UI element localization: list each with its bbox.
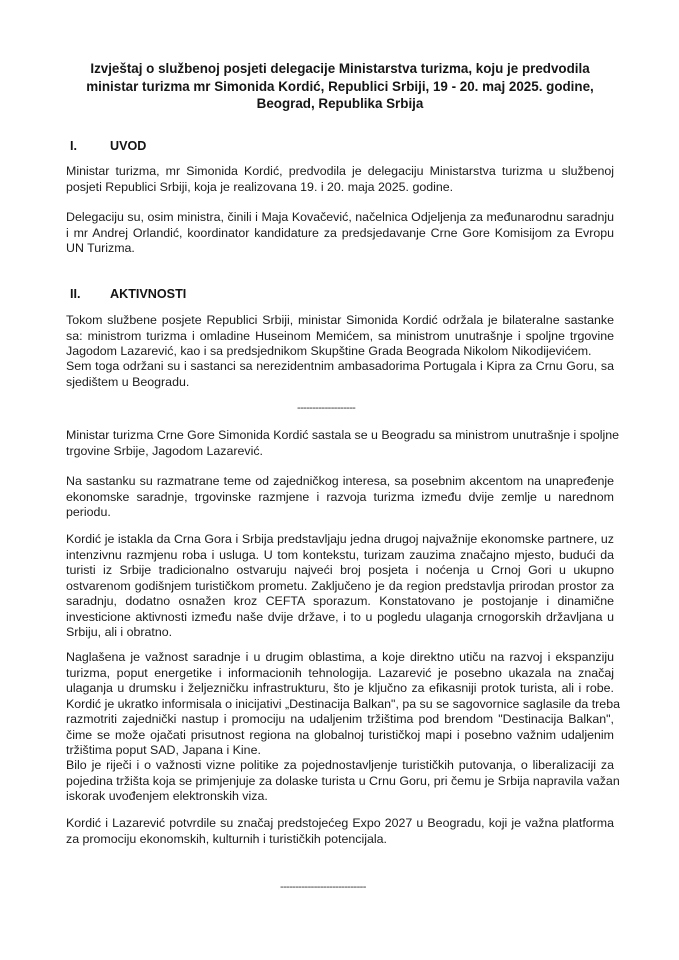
text-line: investicione aktivnosti između naše dvije države, i to u pogledu ulaganja crnogorskih državljana u [66, 609, 614, 624]
text-line: Ministar turizma Crne Gore Simonida Kordić sastala se u Beogradu sa ministrom unutrašnje i spoljne [66, 428, 620, 442]
text-line: ostvarenom godišnjem turističkom prometu. Zaključeno je da region predstavlja prirodan prostor za [66, 578, 614, 593]
title-line: ministar turizma mr Simonida Kordić, Republici Srbiji, 19 - 20. maj 2025. godine, [86, 78, 594, 94]
text-line: i mr Andrej Orlandić, koordinator kandidature za predsjedavanje Crne Gore Komisijom za Evropu [66, 225, 614, 240]
separator-line: ------------------- [297, 402, 356, 414]
text-line: Ministar turizma, mr Simonida Kordić, predvodila je delegaciju Ministarstva turizma u službenoj [66, 164, 614, 178]
text-line: ulaganja u drumsku i željezničku infrastrukturu, što je ključno za efikasniji protok turista, ali i robe. [66, 681, 614, 695]
title-line: Izvještaj o službenoj posjeti delegacije Ministarstva turizma, koju je predvodila [90, 61, 590, 76]
text-line: pojedina tržišta koja se primjenjuje za dolaske turista u Crnu Goru, pri čemu je Srbija napravila važan [66, 773, 620, 788]
text-line: periodu. [66, 505, 111, 519]
text-line: Sem toga održani su i sastanci sa nerezidentnim ambasadorima Portugala i Kipra za Crnu Goru, sa [66, 359, 614, 373]
title-line: Beograd, Republika Srbija [256, 96, 424, 111]
text-line: za promociju ekonomskih, kulturnih i turističkih potencijala. [66, 831, 387, 846]
paragraph [66, 816, 614, 847]
text-line: UN Turizma. [66, 241, 135, 255]
paragraph [66, 474, 614, 521]
text-line: trgovine Srbije, Jagodom Lazarević. [66, 443, 263, 458]
text-line: razmotriti zajednički nastup i promociju na udaljenim tržištima pod brendom "Destinacija Balkan", [66, 712, 614, 726]
text-line: posjeti Republici Srbiji, koja je realizovana 19. i 20. maja 2025. godine. [66, 179, 454, 194]
text-line: ekonomske saradnje, trgovinske razmjene i razvoja turizma između dvije zemlje u narednom [66, 489, 614, 504]
section-number: II. [70, 287, 81, 301]
paragraph [66, 164, 614, 195]
section-heading-aktivnosti [70, 287, 186, 302]
paragraph [66, 313, 614, 360]
text-line: intenzivnu razmjenu roba i usluga. U tom kontekstu, turizam zauzima značajno mjesto, budući da [66, 547, 614, 562]
separator-line: ---------------------------- [280, 881, 366, 893]
text-line: čime se može ojačati prisutnost regiona na globalnoj turističkoj mapi i posebno važnim udaljenim [66, 727, 614, 742]
paragraph [66, 532, 614, 641]
section-title: AKTIVNOSTI [110, 287, 187, 301]
text-line: sjedištem u Beogradu. [66, 374, 190, 389]
paragraph [66, 359, 614, 390]
section-heading-uvod [70, 139, 146, 154]
text-line: Na sastanku su razmatrane teme od zajedničkog interesa, sa posebnim akcentom na unapređenje [66, 474, 614, 488]
text-line: turisti iz Srbije tradicionalno ostvaruju najveći broj posjeta i noćenja u Crnoj Gori u ukupno [66, 563, 614, 577]
text-line: iskorak uvođenjem elektronskih viza. [66, 789, 268, 803]
paragraph [66, 758, 620, 805]
text-line: tržištima poput SAD, Japana i Kine. [66, 743, 261, 757]
text-line: sa: ministrom turizma i omladine Huseinom Memićem, sa ministrom unutrašnje i spoljne trgovine [66, 328, 614, 343]
document-title [66, 60, 614, 113]
paragraph [66, 210, 614, 257]
text-line: Naglašena je važnost saradnje i u drugim oblastima, a koje direktno utiču na razvoj i ekspanziju [66, 650, 614, 664]
text-line: saradnju, dodatno osnažen kroz CEFTA sporazum. Konstatovano je postojanje i dinamične [66, 594, 614, 608]
section-title: UVOD [110, 139, 147, 153]
section-number: I. [70, 139, 77, 153]
text-line: turizma, poput energetike i informacionih tehnologija. Lazarević je posebno ukazala na značaj [66, 665, 614, 680]
text-line: Srbiju, ali i obratno. [66, 625, 173, 639]
paragraph [66, 428, 620, 459]
text-line: Kordić je istakla da Crna Gora i Srbija predstavljaju jedna drugoj najvažnije ekonomske partnere, uz [66, 532, 614, 546]
text-line: Bilo je riječi i o važnosti vizne politike za pojednostavljenje turističkih putovanja, o liberalizaciji za [66, 758, 614, 772]
text-line: Kordić i Lazarević potvrdile su značaj predstojećeg Expo 2027 u Beogradu, koji je važna platforma [66, 816, 614, 830]
text-line: Delegaciju su, osim ministra, činili i Maja Kovačević, načelnica Odjeljenja za međunarodnu saradnju [66, 210, 614, 224]
text-line: Kordić je ukratko informisala o inicijativi „Destinacija Balkan", pa su se sagovornice saglasile da treba [66, 696, 620, 711]
text-line: Jagodom Lazarević, kao i sa predsjednikom Skupštine Grada Beograda Nikolom Nikodijevićem. [66, 344, 592, 358]
paragraph [66, 650, 620, 759]
text-line: Tokom službene posjete Republici Srbiji, ministar Simonida Kordić održala je bilateralne sastanke [66, 313, 614, 327]
